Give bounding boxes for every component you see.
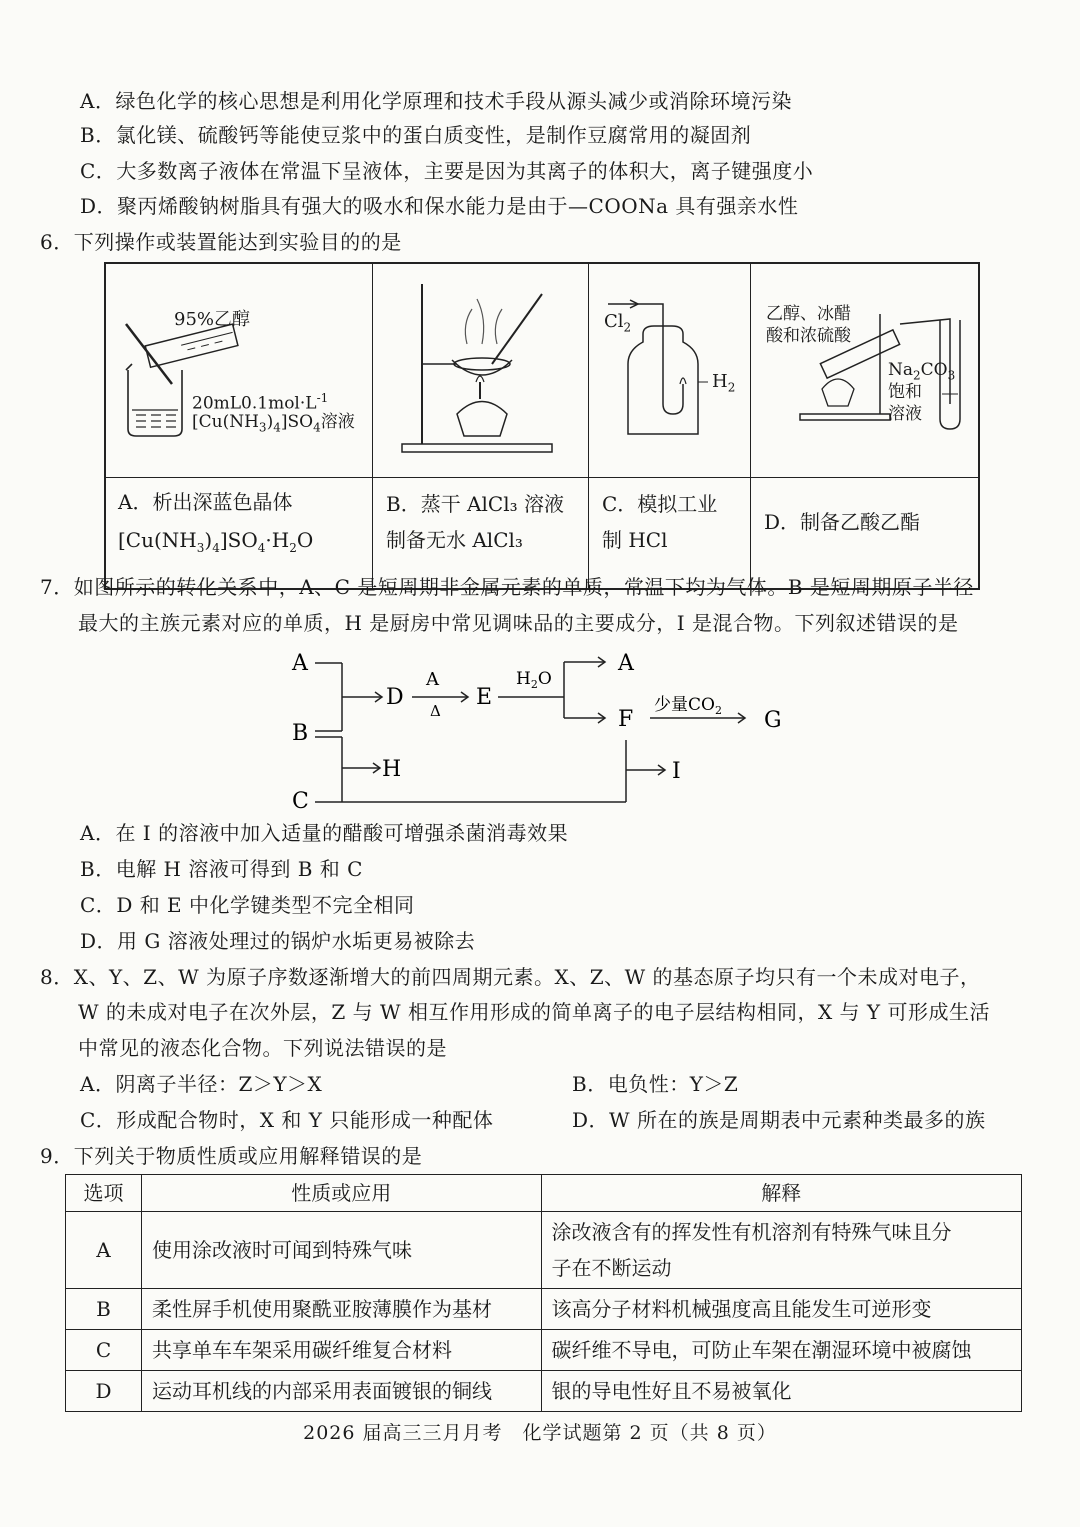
q8-stem-line3: 中常见的液态化合物。下列说法错误的是 [78,1036,447,1060]
q5-option-b: B．氯化镁、硫酸钙等能使豆浆中的蛋白质变性，是制作豆腐常用的凝固剂 [80,123,752,147]
q6-fig-d-label3: 饱和 [888,382,922,402]
q9-header-property: 性质或应用 [141,1175,541,1212]
q6-option-b-line1: B．蒸干 AlCl₃ 溶液 [386,492,564,516]
q8-option-a: A．阴离子半径：Z＞Y＞X [80,1072,323,1096]
q7-option-a: A．在 I 的溶液中加入适量的醋酸可增强杀菌消毒效果 [80,821,569,845]
q8-stem-line2: W 的未成对电子在次外层，Z 与 W 相互作用形成的简单离子的电子层结构相同，X 与 Y 可形成生活 [78,1000,990,1024]
q9-row-b-option: B [66,1289,142,1330]
q9-header-option: 选项 [66,1175,142,1212]
table-row [66,1330,1022,1371]
diagram-node-f: F [618,707,634,732]
table-row [66,1289,1022,1330]
q6-fig-a-ethanol-label: 95%乙醇 [174,309,251,330]
q9-header-row [66,1175,1022,1212]
q9-stem: 9．下列关于物质性质或应用解释错误的是 [40,1144,423,1168]
q6-fig-d-label1: 乙醇、冰醋 [766,304,851,324]
diagram-node-b: B [292,721,309,746]
diagram-node-h: H [382,757,402,782]
diagram-node-e: E [476,685,493,710]
q9-row-a-option: A [66,1212,142,1289]
diagram-node-g: G [764,708,782,733]
diagram-cond-co2: 少量$CO_2$ [654,695,722,717]
table-row [66,1371,1022,1412]
q9-row-c-property: 共享单车车架采用碳纤维复合材料 [141,1330,541,1371]
q6-option-c-line1: C．模拟工业 [602,492,718,516]
q6-fig-d-na2co3-label: $Na_2CO_3$ [888,360,956,383]
diagram-cond-heat: Δ [430,702,441,720]
diagram-node-a2: A [618,651,634,676]
q6-fig-c-h2-label: $H_2$ [712,371,736,395]
q8-option-d: D．W 所在的族是周期表中元素种类最多的族 [572,1108,986,1132]
q6-fig-a-sol-label2: $[Cu(NH_3)_4]SO_4$溶液 [192,412,355,435]
q9-table [65,1174,1022,1412]
q9-row-c-explanation: 碳纤维不导电，可防止车架在潮湿环境中被腐蚀 [541,1330,1022,1371]
q6-option-b-line2: 制备无水 AlCl₃ [386,528,523,552]
q6-stem: 6．下列操作或装置能达到实验目的的是 [40,230,402,254]
q6-fig-d-label4: 溶液 [888,404,922,424]
q7-stem-line2: 最大的主族元素对应的单质，H 是厨房中常见调味品的主要成分，I 是混合物。下列叙述错误的是 [78,611,959,635]
q7-stem-line1: 7．如图所示的转化关系中，A、C 是短周期非金属元素的单质，常温下均为气体。B 是短周期原子半径 [40,575,974,599]
diagram-node-d: D [386,685,404,710]
q9-row-b-property: 柔性屏手机使用聚酰亚胺薄膜作为基材 [141,1289,541,1330]
q9-row-d-property: 运动耳机线的内部采用表面镀银的铜线 [141,1371,541,1412]
q5-option-d: D．聚丙烯酸钠树脂具有强大的吸水和保水能力是由于—COONa 具有强亲水性 [80,194,799,218]
diagram-cond-a: A [426,669,439,690]
table-row [66,1212,1022,1289]
q6-fig-a-sol-label1: $20mL0.1mol\cdot L^{-1}$ [192,391,329,414]
q6-option-a-line2: $[Cu(NH_3)_4]SO_4\cdot H_2O$ [118,528,314,555]
diagram-node-a: A [292,651,308,676]
q9-row-a-property: 使用涂改液时可闻到特殊气味 [141,1212,541,1289]
page-footer: 2026 届高三三月月考 化学试题第 2 页（共 8 页） [303,1422,777,1444]
q9-row-c-option: C [66,1330,142,1371]
q9-row-d-option: D [66,1371,142,1412]
q6-option-d: D．制备乙酸乙酯 [764,510,921,534]
q9-header-explanation: 解释 [541,1175,1022,1212]
q6-fig-d-label2: 酸和浓硫酸 [766,326,851,346]
q9-row-a-explanation: 涂改液含有的挥发性有机溶剂有特殊气味且分 子在不断运动 [541,1212,1022,1289]
q6-option-c-line2: 制 HCl [602,528,668,552]
q7-conversion-diagram [280,640,820,815]
q5-option-c: C．大多数离子液体在常温下呈液体，主要是因为其离子的体积大，离子键强度小 [80,159,814,183]
q9-row-b-explanation: 该高分子材料机械强度高且能发生可逆形变 [541,1289,1022,1330]
q6-option-a-line1: A．析出深蓝色晶体 [118,490,293,514]
q6-fig-a-beaker [106,264,372,477]
diagram-node-i: I [672,759,681,784]
q7-option-d: D．用 G 溶液处理过的锅炉水垢更易被除去 [80,929,476,953]
diagram-cond-h2o: $H_2O$ [516,669,552,691]
q7-option-c: C．D 和 E 中化学键类型不完全相同 [80,893,415,917]
q8-stem-line1: 8．X、Y、Z、W 为原子序数逐渐增大的前四周期元素。X、Z、W 的基态原子均只有一个未成对电子， [40,965,981,989]
q8-option-c: C．形成配合物时，X 和 Y 只能形成一种配体 [80,1108,494,1132]
q9-row-d-explanation: 银的导电性好且不易被氧化 [541,1371,1022,1412]
q7-option-b: B．电解 H 溶液可得到 B 和 C [80,857,363,881]
q6-figure-table [104,262,980,590]
q8-option-b: B．电负性：Y＞Z [572,1072,739,1096]
q5-option-a: A．绿色化学的核心思想是利用化学原理和技术手段从源头减少或消除环境污染 [80,89,792,113]
diagram-node-c: C [292,789,309,814]
q6-fig-c-cl2-label: $Cl_2$ [604,311,632,335]
q6-fig-b-evaporation [372,264,588,477]
